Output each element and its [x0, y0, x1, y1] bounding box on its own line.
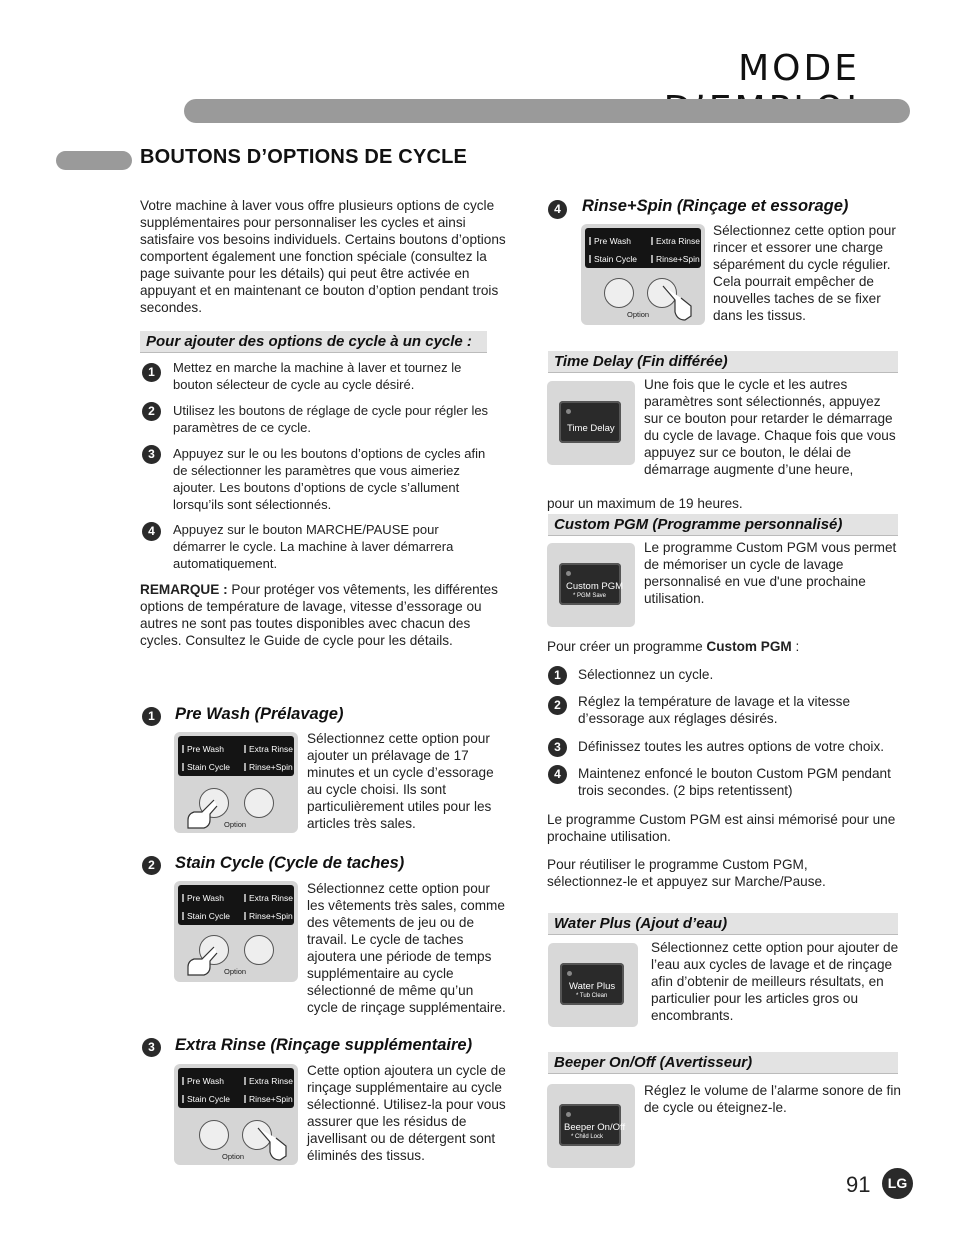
option-number: 4 — [548, 200, 567, 219]
panel-label-rinse-spin: Rinse+Spin — [651, 254, 700, 264]
time-delay-heading: Time Delay (Fin différée) — [548, 351, 898, 373]
intro-paragraph: Votre machine à laver vous offre plusieurs options de cycle supplémentaires pour personnaliser les cycles et ainsi satisfaire vos besoins individuels. Certains boutons d’options comportent également une fonction spéciale (consultez la page suivante pour les détails) qui peut être activée en appuyant et en maintenant ce bouton d’option pendant trois secondes. — [140, 198, 506, 315]
create-bold: Custom PGM — [706, 639, 792, 654]
custom-pgm-create-line — [547, 638, 887, 655]
custom-pgm-memorized: Le programme Custom PGM est ainsi mémorisé pour une prochaine utilisation. — [547, 812, 896, 844]
panel-label-stain-cycle: Stain Cycle — [182, 1094, 230, 1104]
beeper-button-image — [547, 1084, 635, 1168]
beeper-heading: Beeper On/Off (Avertisseur) — [548, 1052, 898, 1074]
panel-label-extra-rinse: Extra Rinse — [244, 744, 293, 754]
page-number: 91 — [846, 1172, 871, 1197]
panel-label-stain-cycle: Stain Cycle — [589, 254, 637, 264]
panel-label-rinse-spin: Rinse+Spin — [244, 1094, 293, 1104]
custom-pgm-heading: Custom PGM (Programme personnalisé) — [548, 514, 898, 536]
step-text: Appuyez sur le ou les boutons d’options de cycles afin de sélectionner les paramètres que vous aimeriez ajouter. Les boutons d’options de cycle s’allument lorsqu’ils sont sélectionnés. — [173, 446, 486, 512]
panel-label-extra-rinse: Extra Rinse — [244, 893, 293, 903]
panel-label-extra-rinse: Extra Rinse — [651, 236, 700, 246]
custom-pgm-button-sublabel: * PGM Save — [573, 593, 607, 599]
page-header-title: MODE — [738, 48, 860, 89]
add-options-heading: Pour ajouter des options de cycle à un cycle : — [140, 331, 487, 353]
pointing-hand-icon — [184, 798, 218, 830]
step-number: 3 — [142, 445, 161, 464]
panel-label-pre-wash: Pre Wash — [182, 744, 224, 754]
panel-label-extra-rinse: Extra Rinse — [244, 1076, 293, 1086]
option-title-pre-wash: Pre Wash (Prélavage) — [175, 705, 344, 723]
time-delay-button-image — [547, 381, 635, 465]
panel-label-rinse-spin: Rinse+Spin — [244, 911, 293, 921]
water-plus-button-label: Water Plus — [569, 981, 616, 992]
water-plus-button-sublabel: * Tub Clean — [576, 993, 608, 999]
control-panel-image — [174, 1064, 298, 1165]
panel-label-pre-wash: Pre Wash — [182, 1076, 224, 1086]
option-button[interactable] — [244, 935, 274, 965]
option-button[interactable] — [199, 1120, 229, 1150]
option-text-extra-rinse: Cette option ajoutera un cycle de rinçage supplémentaire au cycle sélectionné. Utilisez-la pour vous assurer que les résidus de javellisant ou de détergent sont éliminés des tissus. — [307, 1063, 506, 1163]
beeper-button-label: Beeper On/Off — [564, 1122, 626, 1133]
step-number: 4 — [142, 522, 161, 541]
step-text: Maintenez enfoncé le bouton Custom PGM pendant trois secondes. (2 bips retentissent) — [578, 766, 891, 798]
step-number: 3 — [548, 738, 567, 757]
step-number: 2 — [142, 402, 161, 421]
option-text-stain-cycle: Sélectionnez cette option pour les vêtements très sales, comme des vêtements de jeu ou de travail. Le cycle de taches ajoutera une période de temps supplémentaire au cycle sélectionné de même qu’un cycle de rinçage supplémentaire. — [307, 881, 506, 1015]
option-button[interactable] — [604, 278, 634, 308]
panel-label-pre-wash: Pre Wash — [182, 893, 224, 903]
time-delay-text: Une fois que le cycle et les autres paramètres sont sélectionnés, appuyez sur ce bouton pour retarder le démarrage du cycle de lavage. Chaque fois que vous appuyez sur ce bouton, le délai de démarrage augmente d’une heure, — [644, 377, 896, 477]
option-button[interactable] — [244, 788, 274, 818]
option-text-pre-wash: Sélectionnez cette option pour ajouter un prélavage de 17 minutes et un cycle d’essorage au cycle choisi. Ils sont particulièrement utiles pour les articles très sales. — [307, 731, 494, 831]
step-text: Utilisez les boutons de réglage de cycle pour régler les paramètres de ce cycle. — [173, 403, 489, 435]
step-text: Sélectionnez un cycle. — [578, 667, 714, 682]
control-panel-image — [174, 732, 298, 833]
option-label: Option — [222, 1152, 245, 1161]
step-text: Définissez toutes les autres options de votre choix. — [578, 739, 885, 754]
step-text: Appuyez sur le bouton MARCHE/PAUSE pour démarrer le cycle. La machine à laver démarrera automatiquement. — [173, 522, 454, 571]
option-label: Option — [627, 310, 650, 319]
create-prefix: Pour créer un programme — [547, 639, 707, 654]
custom-pgm-reuse: Pour réutiliser le programme Custom PGM, sélectionnez-le et appuyez sur Marche/Pause. — [547, 857, 826, 889]
step-text: Mettez en marche la machine à laver et tournez le bouton sélecteur de cycle au cycle désiré. — [173, 360, 462, 392]
option-label: Option — [224, 967, 247, 976]
option-title-rinse-spin: Rinse+Spin (Rinçage et essorage) — [582, 197, 849, 215]
step-text: Réglez la température de lavage et la vitesse d’essorage aux réglages désirés. — [578, 694, 851, 726]
create-suffix: : — [791, 639, 800, 654]
control-panel-image — [174, 881, 298, 982]
option-label: Option — [224, 820, 247, 829]
option-number: 2 — [142, 856, 161, 875]
option-number: 3 — [142, 1038, 161, 1057]
step-number: 1 — [142, 363, 161, 382]
option-number: 1 — [142, 707, 161, 726]
option-title-stain-cycle: Stain Cycle (Cycle de taches) — [175, 854, 405, 872]
panel-label-stain-cycle: Stain Cycle — [182, 911, 230, 921]
pointing-hand-icon — [661, 284, 695, 322]
time-delay-button-label: Time Delay — [567, 423, 615, 434]
custom-pgm-text: Le programme Custom PGM vous permet de mémoriser un cycle de lavage personnalisé en vue d'une prochaine utilisation. — [644, 540, 897, 606]
control-panel-image — [581, 224, 705, 325]
header-bar — [184, 99, 910, 123]
option-text-rinse-spin: Sélectionnez cette option pour rincer et essorer une charge séparément du cycle régulier. Cela pourrait empêcher de nouvelles taches de se fixer dans les tissus. — [713, 223, 896, 323]
step-number: 1 — [548, 666, 567, 685]
note-label: REMARQUE : — [140, 582, 228, 597]
beeper-text: Réglez le volume de l’alarme sonore de fin de cycle ou éteignez-le. — [644, 1083, 901, 1115]
section-pill — [56, 151, 132, 170]
pointing-hand-icon — [256, 1126, 290, 1162]
lg-logo: LG — [882, 1168, 913, 1199]
section-title: BOUTONS D’OPTIONS DE CYCLE — [140, 146, 468, 168]
beeper-button-sublabel: * Child Lock — [571, 1134, 604, 1140]
time-delay-text-after: pour un maximum de 19 heures. — [547, 496, 743, 511]
pointing-hand-icon — [184, 945, 218, 977]
water-plus-button-image — [548, 943, 638, 1027]
custom-pgm-button-image — [547, 543, 635, 627]
option-title-extra-rinse: Extra Rinse (Rinçage supplémentaire) — [175, 1036, 473, 1054]
panel-label-pre-wash: Pre Wash — [589, 236, 631, 246]
water-plus-text: Sélectionnez cette option pour ajouter de l’eau aux cycles de lavage et de rinçage afin d’obtenir de meilleurs résultats, en particulier pour les articles gros ou encombrants. — [651, 940, 899, 1023]
water-plus-heading: Water Plus (Ajout d’eau) — [548, 913, 898, 935]
step-number: 4 — [548, 765, 567, 784]
panel-label-stain-cycle: Stain Cycle — [182, 762, 230, 772]
note-text: Pour protéger vos vêtements, les différentes options de température de lavage, vitesse d’essorage ou autres ne sont pas toutes disponibles avec chacun des cycles. Consultez le Guide de cycle pour les détails. — [140, 582, 498, 648]
note-paragraph — [140, 581, 508, 649]
custom-pgm-button-label: Custom PGM — [566, 581, 624, 592]
step-number: 2 — [548, 696, 567, 715]
panel-label-rinse-spin: Rinse+Spin — [244, 762, 293, 772]
